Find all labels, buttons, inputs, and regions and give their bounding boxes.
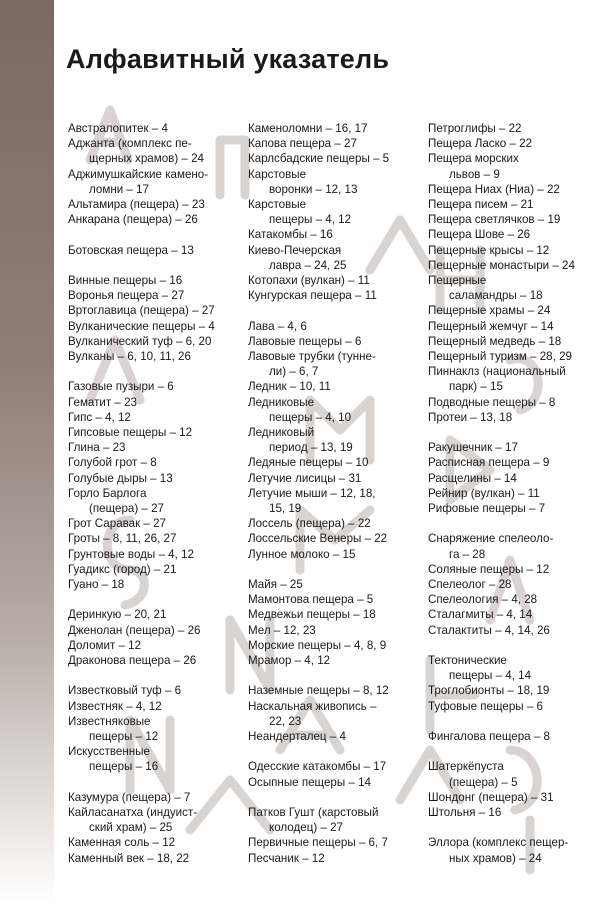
index-entry-term: Киево-Печерская [248, 243, 342, 257]
index-entry-term: Майя – 25 [248, 578, 303, 592]
index-entry [68, 638, 236, 653]
index-entry [248, 334, 416, 349]
index-letter-group [68, 121, 236, 227]
index-entry [428, 227, 592, 242]
index-entry-continuation: пещеры – 4, 12 [269, 213, 352, 227]
decorative-side-band [0, 0, 54, 904]
index-entry [428, 501, 592, 516]
index-entry [428, 759, 592, 789]
index-entry-term: Соляные пещеры – 12 [428, 562, 550, 576]
index-letter-group [68, 790, 236, 866]
index-entry-term: Ледяные пещеры – 10 [248, 456, 369, 470]
index-entry-term: Капова пещера – 27 [248, 137, 357, 151]
index-entry [428, 273, 592, 303]
index-entry [68, 425, 236, 440]
index-entry [248, 759, 416, 774]
index-entry [428, 623, 592, 638]
index-entry-term: Анкарана (пещера) – 26 [68, 213, 198, 227]
index-entry [248, 379, 416, 394]
index-entry-term: Сталактиты – 4, 14, 26 [428, 623, 550, 637]
index-entry [428, 319, 592, 334]
index-entry [68, 851, 236, 866]
index-entry-term: Штольня – 16 [428, 806, 502, 820]
index-entry-term: Каменоломни – 16, 17 [248, 122, 368, 135]
index-entry-term: Гуадикс (город) – 21 [68, 562, 177, 576]
index-entry [248, 805, 416, 835]
index-entry-term: Мамонтова пещера – 5 [248, 593, 374, 607]
index-entry [248, 349, 416, 379]
index-entry-term: Одесские катакомбы – 17 [248, 760, 387, 774]
index-column-1 [68, 121, 236, 881]
index-entry-term: Голубой грот – 8 [68, 456, 157, 470]
index-entry-term: Пещера морских [428, 152, 519, 166]
index-entry [428, 562, 592, 577]
index-entry [68, 653, 236, 668]
index-entry-term: Вулканы – 6, 10, 11, 26 [68, 350, 191, 364]
index-entry [428, 395, 592, 410]
index-entry [68, 714, 236, 744]
index-entry [248, 835, 416, 850]
index-entry-term: Лоссельские Венеры – 22 [248, 532, 388, 546]
index-entry-continuation: 15, 19 [269, 502, 302, 516]
index-entry-term: Морские пещеры – 4, 8, 9 [248, 638, 387, 652]
index-entry [68, 577, 236, 592]
index-entry-term: Вулканический туф – 6, 20 [68, 334, 212, 348]
index-entry [68, 516, 236, 531]
index-entry-continuation: га – 28 [449, 547, 486, 561]
index-entry-term: Вртоглавица (пещера) – 27 [68, 304, 215, 318]
index-entry [248, 683, 416, 698]
index-entry [68, 303, 236, 318]
index-entry-term: Известковый туф – 6 [68, 684, 182, 698]
index-entry-term: Туфовые пещеры – 6 [428, 699, 543, 713]
index-entry [428, 592, 592, 607]
index-entry-term: Пещера писем – 21 [428, 198, 534, 212]
index-letter-group [248, 121, 416, 303]
index-entry-term: Катакомбы – 16 [248, 228, 333, 242]
index-entry [428, 455, 592, 470]
index-entry [428, 607, 592, 622]
index-entry [68, 486, 236, 516]
index-entry-continuation: ломни – 17 [89, 182, 149, 196]
index-entry-term: Рифовые пещеры – 7 [428, 502, 546, 516]
index-letter-group [68, 273, 236, 364]
index-entry-term: Лунное молоко – 15 [248, 547, 356, 561]
index-entry [248, 471, 416, 486]
index-entry [68, 683, 236, 698]
index-entry [68, 623, 236, 638]
index-entry-continuation: пещеры – 4, 10 [269, 410, 352, 424]
index-entry-term: Лоссель (пещера) – 22 [248, 517, 371, 531]
index-entry-term: Гематит – 23 [68, 395, 137, 409]
index-entry [248, 227, 416, 242]
index-entry-term: Пещера Ласко – 22 [428, 137, 533, 151]
index-entry-term: Ботовская пещера – 13 [68, 243, 194, 257]
index-entry [428, 577, 592, 592]
index-entry [428, 197, 592, 212]
index-entry [68, 395, 236, 410]
index-entry-term: Деринкую – 20, 21 [68, 608, 167, 622]
index-entry-term: Гуано – 18 [68, 578, 125, 592]
index-entry-continuation: ных храмов) – 24 [449, 851, 542, 865]
index-entry [248, 623, 416, 638]
index-entry [68, 379, 236, 394]
index-entry-term: Карстовые [248, 198, 307, 212]
index-entry-term: Первичные пещеры – 6, 7 [248, 836, 388, 850]
index-entry [428, 486, 592, 501]
index-entry [68, 607, 236, 622]
index-entry [68, 197, 236, 212]
index-entry-term: Рейнир (вулкан) – 11 [428, 486, 540, 500]
index-letter-group [428, 440, 592, 516]
index-entry [428, 151, 592, 181]
index-entry-term: Гипс – 4, 12 [68, 410, 131, 424]
index-entry-term: Кайласанатха (индуист- [68, 806, 198, 820]
index-entry [68, 334, 236, 349]
index-entry-term: Грот Саравак – 27 [68, 517, 166, 531]
index-entry-term: Пещерные храмы – 24 [428, 304, 551, 318]
index-entry-term: Известняк – 4, 12 [68, 699, 162, 713]
index-entry [68, 212, 236, 227]
index-entry-term: Подводные пещеры – 8 [428, 395, 556, 409]
index-entry-term: Лавовые пещеры – 6 [248, 334, 362, 348]
index-entry-term: Сталагмиты – 4, 14 [428, 608, 533, 622]
index-letter-group [68, 379, 236, 592]
index-entry-term: Тектонические [428, 654, 507, 668]
index-entry [248, 425, 416, 455]
index-entry [68, 455, 236, 470]
index-entry-continuation: львов – 9 [449, 167, 500, 181]
index-entry [68, 273, 236, 288]
index-entry-term: Горло Барлога [68, 486, 147, 500]
index-entry [248, 167, 416, 197]
index-entry [248, 136, 416, 151]
index-entry-term: Летучие мыши – 12, 18, [248, 486, 376, 500]
index-entry [68, 547, 236, 562]
index-entry-term: Патков Гушт (карстовый [248, 806, 379, 820]
index-entry-term: Газовые пузыри – 6 [68, 380, 174, 394]
index-entry-term: Пещерные монастыри – 24 [428, 258, 575, 272]
index-entry-term: Гипсовые пещеры – 12 [68, 426, 193, 440]
index-entry-term: Мел – 12, 23 [248, 623, 316, 637]
index-entry-term: Летучие лисицы – 31 [248, 471, 362, 485]
index-entry-term: Австралопитек – 4 [68, 122, 168, 135]
index-letter-group [248, 577, 416, 668]
index-entry [248, 516, 416, 531]
index-entry [68, 471, 236, 486]
index-entry-continuation: щерных храмов) – 24 [89, 152, 204, 166]
index-entry-term: Ракушечник – 17 [428, 441, 518, 455]
index-entry [248, 395, 416, 425]
index-entry [428, 835, 592, 865]
index-entry-continuation: саламандры – 18 [449, 289, 543, 303]
index-entry-continuation: лавра – 24, 25 [269, 258, 347, 272]
index-entry [248, 653, 416, 668]
index-entry-term: Неандерталец – 4 [248, 730, 346, 744]
index-entry-term: Котопахи (вулкан) – 11 [248, 274, 370, 288]
index-letter-group [248, 759, 416, 789]
index-entry-term: Воронья пещера – 27 [68, 289, 185, 303]
index-entry-term: Пещерный медведь – 18 [428, 334, 562, 348]
index-entry-term: Альтамира (пещера) – 23 [68, 198, 205, 212]
index-entry [248, 547, 416, 562]
index-entry [68, 349, 236, 364]
index-entry-term: Пещера Шове – 26 [428, 228, 531, 242]
index-entry [428, 683, 592, 698]
index-entry [248, 638, 416, 653]
index-entry-term: Пиннаклз (национальный [428, 365, 566, 379]
index-entry [68, 699, 236, 714]
index-letter-group [428, 121, 592, 425]
index-entry-term: Кунгурская пещера – 11 [248, 289, 377, 303]
index-entry-term: Расписная пещера – 9 [428, 456, 550, 470]
index-entry [428, 729, 592, 744]
index-entry-term: Спелеология – 4, 28 [428, 593, 538, 607]
index-entry-term: Песчаник – 12 [248, 851, 325, 865]
index-entry-term: Наземные пещеры – 8, 12 [248, 684, 389, 698]
index-entry [68, 136, 236, 166]
index-entry-continuation: пещеры – 4, 14 [449, 669, 532, 683]
index-entry-term: Пещерные [428, 274, 487, 288]
index-letter-group [428, 835, 592, 865]
index-entry-term: Петроглифы – 22 [428, 122, 522, 135]
index-letter-group [248, 683, 416, 744]
index-entry-term: Пещерный жемчуг – 14 [428, 319, 554, 333]
index-entry-term: Пещера Ниах (Ниа) – 22 [428, 182, 560, 196]
index-entry [428, 440, 592, 455]
index-entry-term: Вулканические пещеры – 4 [68, 319, 215, 333]
index-entry [248, 729, 416, 744]
index-entry [248, 592, 416, 607]
index-entry-term: Наскальная живопись – [248, 699, 377, 713]
index-letter-group [428, 729, 592, 744]
index-letter-group [68, 683, 236, 774]
index-entry-term: Ледник – 10, 11 [248, 380, 331, 394]
index-entry-term: Голубые дыры – 13 [68, 471, 173, 485]
index-entry-continuation: пещеры – 12 [89, 730, 159, 744]
index-entry [428, 790, 592, 805]
index-letter-group [68, 607, 236, 668]
index-entry-term: Осыпные пещеры – 14 [248, 775, 371, 789]
index-entry-term: Расщелины – 14 [428, 471, 517, 485]
index-entry-continuation: ли) – 6, 7 [269, 365, 319, 379]
index-entry [428, 182, 592, 197]
index-entry [248, 273, 416, 288]
index-entry [248, 288, 416, 303]
index-entry [428, 303, 592, 318]
index-entry-continuation: 22, 23 [269, 714, 302, 728]
index-entry [428, 471, 592, 486]
index-entry [68, 288, 236, 303]
index-entry [68, 805, 236, 835]
index-entry [68, 410, 236, 425]
index-entry-term: Пещерные крысы – 12 [428, 243, 550, 257]
index-entry [68, 744, 236, 774]
index-entry [428, 121, 592, 136]
index-entry [68, 121, 236, 136]
index-entry-term: Пещерный туризм – 28, 29 [428, 350, 572, 364]
index-entry-term: Троглобионты – 18, 19 [428, 684, 550, 698]
index-entry [428, 258, 592, 273]
index-letter-group [428, 653, 592, 714]
index-entry [68, 167, 236, 197]
index-entry-term: Лавовые трубки (тунне- [248, 350, 376, 364]
index-entry-term: Гроты – 8, 11, 26, 27 [68, 532, 177, 546]
index-entry-term: Каменный век – 18, 22 [68, 851, 190, 865]
index-entry-term: Карстовые [248, 167, 307, 181]
index-entry-term: Фингалова пещера – 8 [428, 730, 550, 744]
index-entry-term: Пещера светлячков – 19 [428, 213, 561, 227]
index-entry-continuation: воронки – 12, 13 [269, 182, 358, 196]
index-entry-continuation: пещеры – 16 [89, 760, 159, 774]
index-entry-continuation: ский храм) – 25 [89, 821, 173, 835]
index-entry [248, 455, 416, 470]
index-entry [248, 486, 416, 516]
index-entry-term: Казумура (пещера) – 7 [68, 790, 191, 804]
index-entry [428, 212, 592, 227]
index-entry-term: Шатеркёпуста [428, 760, 504, 774]
index-entry-term: Винные пещеры – 16 [68, 274, 183, 287]
index-entry-term: Известняковые [68, 714, 151, 728]
index-entry-continuation: (пещера) – 27 [89, 502, 164, 516]
index-entry [248, 577, 416, 592]
index-entry [68, 835, 236, 850]
index-entry-term: Искусственные [68, 745, 150, 759]
index-letter-group [68, 243, 236, 258]
index-entry-term: Ледниковые [248, 395, 315, 409]
index-entry [68, 243, 236, 258]
index-letter-group [248, 319, 416, 562]
index-entry-term: Аджимушкайские камено- [68, 167, 209, 181]
index-entry [428, 364, 592, 394]
index-column-2 [248, 121, 416, 881]
index-entry [428, 805, 592, 820]
index-entry-term: Аджанта (комплекс пе- [68, 137, 192, 151]
index-entry [248, 531, 416, 546]
index-entry-term: Лава – 4, 6 [248, 319, 307, 333]
index-entry [68, 440, 236, 455]
index-entry-term: Карлсбадские пещеры – 5 [248, 152, 390, 166]
index-entry [68, 319, 236, 334]
index-entry [68, 562, 236, 577]
index-entry-term: Грунтовые воды – 4, 12 [68, 547, 194, 561]
index-entry-term: Эллора (комплекс пещер- [428, 836, 569, 850]
index-entry-continuation: колодец) – 27 [269, 821, 343, 835]
index-entry [428, 243, 592, 258]
index-entry [248, 851, 416, 866]
index-entry-term: Доломит – 12 [68, 638, 142, 652]
index-column-3 [428, 121, 592, 881]
index-entry-term: Протеи – 13, 18 [428, 410, 513, 424]
index-entry-term: Спелеолог – 28 [428, 578, 512, 592]
index-entry [428, 653, 592, 683]
index-entry-term: Шондонг (пещера) – 31 [428, 790, 554, 804]
index-entry-term: Снаряжение спелеоло- [428, 532, 554, 546]
index-entry-term: Медвежьи пещеры – 18 [248, 608, 376, 622]
page-title: Алфавитный указатель [66, 44, 390, 74]
index-entry-term: Драконова пещера – 26 [68, 654, 197, 668]
index-entry [248, 121, 416, 136]
index-entry-term: Глина – 23 [68, 441, 126, 455]
index-letter-group [248, 805, 416, 866]
index-entry [428, 349, 592, 364]
index-entry [68, 531, 236, 546]
index-entry [248, 243, 416, 273]
index-entry-continuation: парк) – 15 [449, 380, 503, 394]
index-letter-group [428, 759, 592, 820]
index-entry [248, 607, 416, 622]
index-entry [248, 197, 416, 227]
index-entry [428, 410, 592, 425]
index-entry [248, 319, 416, 334]
index-entry-continuation: (пещера) – 5 [449, 775, 518, 789]
index-entry [428, 699, 592, 714]
index-entry [428, 334, 592, 349]
index-entry [68, 790, 236, 805]
index-entry-term: Дженолан (пещера) – 26 [68, 623, 201, 637]
index-entry-term: Ледниковый [248, 426, 315, 440]
index-entry [248, 699, 416, 729]
index-entry-term: Мрамор – 4, 12 [248, 654, 331, 668]
index-entry-term: Каменная соль – 12 [68, 836, 176, 850]
index-entry [248, 151, 416, 166]
index-letter-group [428, 531, 592, 637]
index-entry-continuation: период – 13, 19 [269, 441, 353, 455]
index-entry [428, 531, 592, 561]
index-entry [248, 775, 416, 790]
index-entry [428, 136, 592, 151]
